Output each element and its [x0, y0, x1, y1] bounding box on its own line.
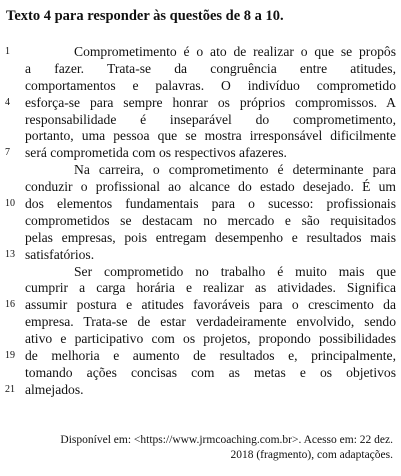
line-text: responsabilidade é inseparável do comprometimento,: [25, 111, 396, 127]
line-text: pelas empresas, pois entregam desempenho e resultados mais: [25, 229, 396, 245]
line-text: esforça-se para sempre honrar os próprios compromissos. A: [25, 94, 396, 110]
line-text: ativo e participativo com os projetos, propondo possibilidades: [25, 331, 396, 347]
line-number: 4: [5, 96, 10, 108]
line-text: Na carreira, o comprometimento é determinante para: [74, 162, 396, 178]
line-number: 13: [5, 248, 15, 260]
line-text: empresa. Trata-se de estar verdadeiramente envolvido, sendo: [25, 314, 396, 330]
text-line: [0, 247, 401, 264]
text-line: [0, 348, 401, 365]
text-line: [0, 196, 401, 213]
line-text: comprometidos se destacam no mercado e são requisitados: [25, 212, 396, 228]
line-number: 7: [5, 147, 10, 159]
line-text: comportamentos e palavras. O indivíduo comprometido: [25, 77, 396, 93]
line-number: 16: [5, 299, 15, 311]
text-line: [0, 112, 401, 129]
line-text: satisfatórios.: [25, 246, 95, 262]
line-text: almejados.: [25, 381, 84, 397]
text-line: [0, 264, 401, 281]
text-line: [0, 128, 401, 145]
text-line: [0, 179, 401, 196]
line-text: Ser comprometido no trabalho é muito mais que: [74, 263, 396, 279]
text-line: [0, 331, 401, 348]
line-number: 10: [5, 198, 15, 210]
line-text: tomando ações concisas com as metas e os objetivos: [25, 364, 396, 380]
text-title: Texto 4 para responder às questões de 8 a 10.: [6, 8, 284, 24]
text-line: [0, 44, 401, 61]
line-text: dos elementos fundamentais para o sucesso: profissionais: [25, 196, 396, 212]
text-line: [0, 95, 401, 112]
text-line: [0, 162, 401, 179]
source-citation: [23, 433, 393, 462]
line-text: Comprometimento é o ato de realizar o que se propôs: [74, 44, 396, 59]
text-line: [0, 61, 401, 78]
text-line: [0, 280, 401, 297]
line-text: a fazer. Trata-se da congruência entre atitudes,: [25, 60, 396, 76]
text-line: [0, 78, 401, 95]
source-line-2: 2018 (fragmento), com adaptações.: [230, 448, 393, 461]
text-line: [0, 230, 401, 247]
text-line: [0, 213, 401, 230]
line-text: assumir postura e atitudes favoráveis para o crescimento da: [25, 297, 396, 313]
line-text: de melhoria e aumento de resultados e, principalmente,: [25, 348, 396, 364]
text-line: [0, 297, 401, 314]
source-line-1: Disponível em: <https://www.jrmcoaching.com.br>. Acesso em: 22 dez.: [60, 434, 393, 446]
line-text: portanto, uma pessoa que se mostra irresponsável dificilmente: [25, 128, 396, 144]
text-line: [0, 382, 401, 399]
line-text: conduzir o profissional ao alcance do estado desejado. É um: [25, 179, 396, 195]
line-text: cumprir a carga horária e realizar as atividades. Significa: [25, 280, 396, 296]
line-text: será comprometida com os respectivos afazeres.: [25, 145, 287, 161]
text-line: [0, 314, 401, 331]
text-line: [0, 145, 401, 162]
numbered-text: [0, 44, 401, 399]
line-number: 21: [5, 383, 15, 395]
line-number: 1: [5, 46, 10, 57]
line-number: 19: [5, 350, 15, 362]
text-line: [0, 365, 401, 382]
